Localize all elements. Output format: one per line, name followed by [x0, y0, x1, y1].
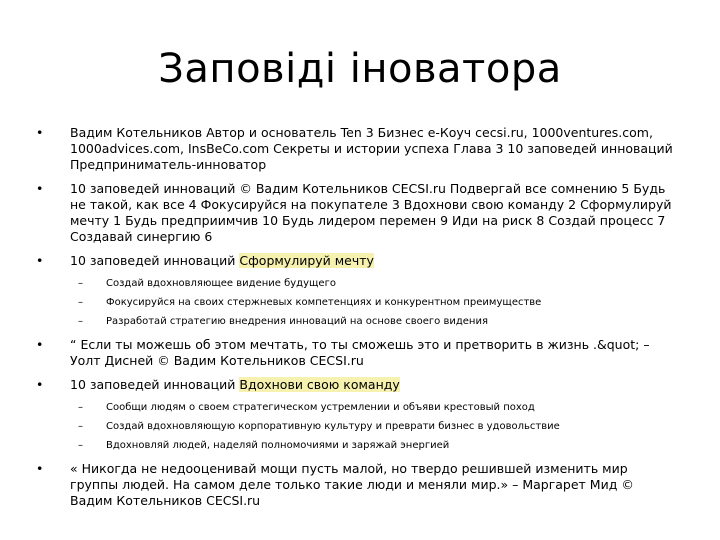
slide-content — [36, 125, 676, 517]
bullet-item-dream — [36, 253, 676, 269]
dash-icon: – — [78, 421, 83, 432]
sub-item — [36, 296, 676, 309]
bullet-icon: • — [36, 181, 44, 196]
bullet-item-commandments — [36, 181, 676, 245]
bullet-text: Вадим Котельников Автор и основатель Ten 3 Бизнес e-Коуч cecsi.ru, 1000ventures.com, 1000advices.com, InsBeCo.com Секреты и истории успеха Глава 3 10 заповедей инноваций Предприниматель-инноватор — [70, 125, 673, 172]
bullet-text: “ Если ты можешь об этом мечтать, то ты сможешь это и претворить в жизнь .&quot; – Уолт Дисней © Вадим Котельников CECSI.ru — [70, 337, 650, 368]
sub-text: Создай вдохновляющую корпоративную культуру и преврати бизнес в удовольствие — [106, 421, 560, 432]
bullet-text: « Никогда не недооценивай мощи пусть малой, но твердо решившей изменить мир группы людей. На самом деле только такие люди и меняли мир.» – Маргарет Мид © Вадим Котельников CECSI.ru — [70, 461, 634, 508]
sub-text: Вдохновляй людей, наделяй полномочиями и заряжай энергией — [106, 440, 450, 451]
dash-icon: – — [78, 316, 83, 327]
sub-text: Создай вдохновляющее видение будущего — [106, 278, 336, 289]
dash-icon: – — [78, 297, 83, 308]
dash-icon: – — [78, 278, 83, 289]
slide-title: Заповіді іноватора — [158, 46, 562, 92]
highlighted-text: Вдохнови свою команду — [239, 377, 400, 392]
sub-text: Разработай стратегию внедрения инноваций на основе своего видения — [106, 316, 488, 327]
sub-item — [36, 315, 676, 328]
bullet-text: 10 заповедей инноваций © Вадим Котельников CECSI.ru Подвергай все сомнению 5 Будь не такой, как все 4 Фокусируйся на покупателе 3 Вдохнови свою команду 2 Сформулируй мечту 1 Будь предприимчив 10 Будь лидером перемен 9 Иди на риск 8 Создай процесс 7 Создавай синергию 6 — [70, 181, 672, 244]
bullet-icon: • — [36, 461, 44, 476]
bullet-icon: • — [36, 337, 44, 352]
sub-item — [36, 420, 676, 433]
bullet-item-author — [36, 125, 676, 173]
dash-icon: – — [78, 440, 83, 451]
sub-item — [36, 401, 676, 414]
sub-item — [36, 439, 676, 452]
bullet-text: 10 заповедей инноваций — [70, 377, 240, 392]
sub-text: Сообщи людям о своем стратегическом устремлении и объяви крестовый поход — [106, 402, 535, 413]
bullet-item-team — [36, 377, 676, 393]
sub-text: Фокусируйся на своих стержневых компетенциях и конкурентном преимуществе — [106, 297, 542, 308]
bullet-icon: • — [36, 377, 44, 392]
bullet-item-quote-disney — [36, 337, 676, 369]
bullet-icon: • — [36, 125, 44, 140]
sub-item — [36, 277, 676, 290]
bullet-icon: • — [36, 253, 44, 268]
bullet-item-quote-mead — [36, 461, 676, 509]
bullet-text: 10 заповедей инноваций — [70, 253, 240, 268]
highlighted-text: Сформулируй мечту — [239, 253, 374, 268]
dash-icon: – — [78, 402, 83, 413]
